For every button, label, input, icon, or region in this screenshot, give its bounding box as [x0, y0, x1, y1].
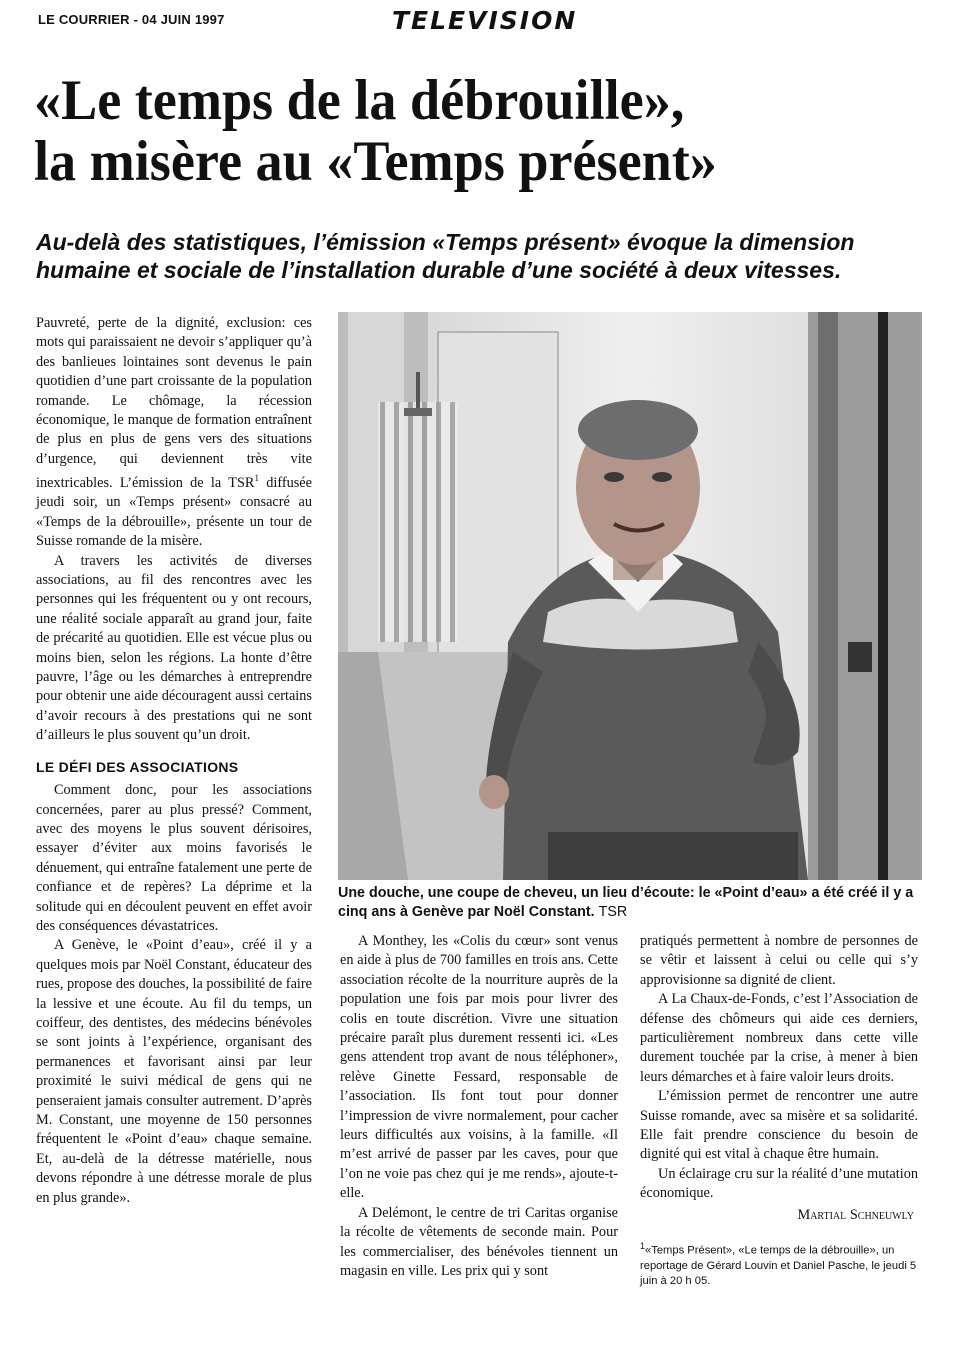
article-paragraph: A travers les activités de diverses associations, au fil des rencontres avec les personnes qui les fréquentent ou y ont recours, une réalité sociale apparaît au grand jour, faite de précarité au quotidien. Elle est vécue plus ou moins bien, selon les régions. La honte d’être pauvre, l’âge ou les démarches à entreprendre pour obtenir une aide découragent aussi certains d’avoir recours à des prestations qui ne sont d’ailleurs le plus souvent qu’un droit. — [36, 552, 312, 744]
standfirst: Au-delà des statistiques, l’émission «Temps présent» évoque la dimension humaine et sociale de l’installation durable d’une société à deux vitesses. — [36, 229, 855, 283]
footnote — [640, 1239, 918, 1289]
paragraph-text: Pauvreté, perte de la dignité, exclusion: ces mots qui paraissaient ne devoir s’appliquer qu’à des banlieues lointaines sont devenus le pain quotidien d’une part croissante de la population romande. Le chômage, la récession économique, le manque de formation entraînent de plus en plus de gens vers des situations d’urgence, qui deviennent très vite inextricables. L’émission de la TSR — [36, 315, 312, 492]
subheading: LE DÉFI DES ASSOCIATIONS — [36, 758, 239, 775]
article-paragraph: A Genève, le «Point d’eau», créé il y a quelques mois par Noël Constant, éducateur des rues, propose des douches, la possibilité de faire la lessive et une écoute. Au fil du temps, un coiffeur, des dentistes, des médecins bénévoles se sont joints à l’expérience, organisant des permanences et favorisant ainsi par leur proximité le suivi médical de gens qui ne penseraient jamais consulter autrement. D’après M. Constant, une moyenne de 150 personnes fréquentent le «Point d’eau» chaque semaine. Et, au-delà de la détresse matérielle, nous devons répondre à une détresse morale de plus en plus grande». — [36, 937, 312, 1206]
footnote-marker: 1 — [640, 1241, 646, 1252]
footnote-reference: 1 — [254, 473, 259, 484]
article-paragraph: pratiqués permettent à nombre de personnes de se vêtir et laissent à celui ou celle qui s’y approvisionne sa dignité de client. — [640, 933, 918, 988]
headline-line-1: «Le temps de la débrouille», — [34, 69, 685, 132]
headline-line-2: la misère au «Temps présent» — [34, 130, 717, 193]
photo-credit: TSR — [598, 904, 628, 920]
footnote-text: «Temps Présent», «Le temps de la débrouille», un reportage de Gérard Louvin et Daniel Pasche, le jeudi 5 juin à 20 h 05. — [640, 1244, 917, 1287]
author-signature: Martial Schneuwly — [797, 1206, 914, 1223]
headline — [34, 70, 889, 192]
article-column-3 — [640, 932, 918, 1289]
section-title: TELEVISION — [392, 6, 578, 35]
newspaper-source-date: LE COURRIER - 04 JUIN 1997 — [38, 12, 225, 27]
article-paragraph: Comment donc, pour les associations concernées, parer au plus pressé? Comment, avec des moyens le plus souvent dérisoires, essayer d’éviter aux moins favorisés le dénuement, qui entraîne fatalement une perte de confiance et de repères? La déprime et la solitude qui en découlent peuvent en effet avoir des conséquences dévastatrices. — [36, 782, 312, 934]
article-paragraph: A La Chaux-de-Fonds, c’est l’Association de défense des chômeurs qui aide ces derniers, particulièrement nombreux dans cette ville durement touchée par la crise, à mener à bien leurs démarches et à faire valoir leurs droits. — [640, 991, 918, 1085]
article-paragraph: L’émission permet de rencontrer une autre Suisse romande, avec sa misère et sa solidarité. Elle fait prendre conscience du besoin de dignité qui est vital à chaque être humain. — [640, 1088, 918, 1163]
article-paragraph: A Monthey, les «Colis du cœur» sont venus en aide à plus de 700 familles en trois ans. Cette association récolte de la nourriture auprès de la population une fois par mois pour livrer des colis en toute discrétion. Vivre une situation précaire paraît plus durement ressenti ici. «Les gens attendent trop avant de nous téléphoner», relève Ginette Fessard, responsable de l’association. Ils font tout pour donner l’impression de vivre normalement, pour cacher leurs difficultés aux voisins, à la famille. «Il m’est arrivé de passer par les caves, pour que l’on ne voie pas chez qui je me rends», ajoute-t-elle. — [340, 933, 618, 1202]
article-paragraph: Un éclairage cru sur la réalité d’une mutation économique. — [640, 1165, 918, 1202]
article-column-1 — [36, 314, 312, 1208]
article-photo — [338, 312, 922, 880]
article-paragraph: A Delémont, le centre de tri Caritas organise la récolte de vêtements de seconde main. Pour les commercialiser, des bénévoles tiennent un magasin en ville. Les prix qui y sont — [340, 1204, 618, 1279]
photo-man-in-shower-room — [338, 312, 922, 880]
caption-text: Une douche, une coupe de cheveu, un lieu d’écoute: le «Point d’eau» a été créé il y a cinq ans à Genève par Noël Constant. — [338, 885, 914, 920]
paragraph-text: diffusée jeudi soir, un «Temps présent» consacré au «Temps de la débrouille», présente un tour de Suisse romande de la misère. — [36, 475, 312, 550]
article-column-2 — [340, 932, 618, 1281]
article-paragraph — [36, 314, 312, 552]
photo-caption — [338, 884, 922, 922]
